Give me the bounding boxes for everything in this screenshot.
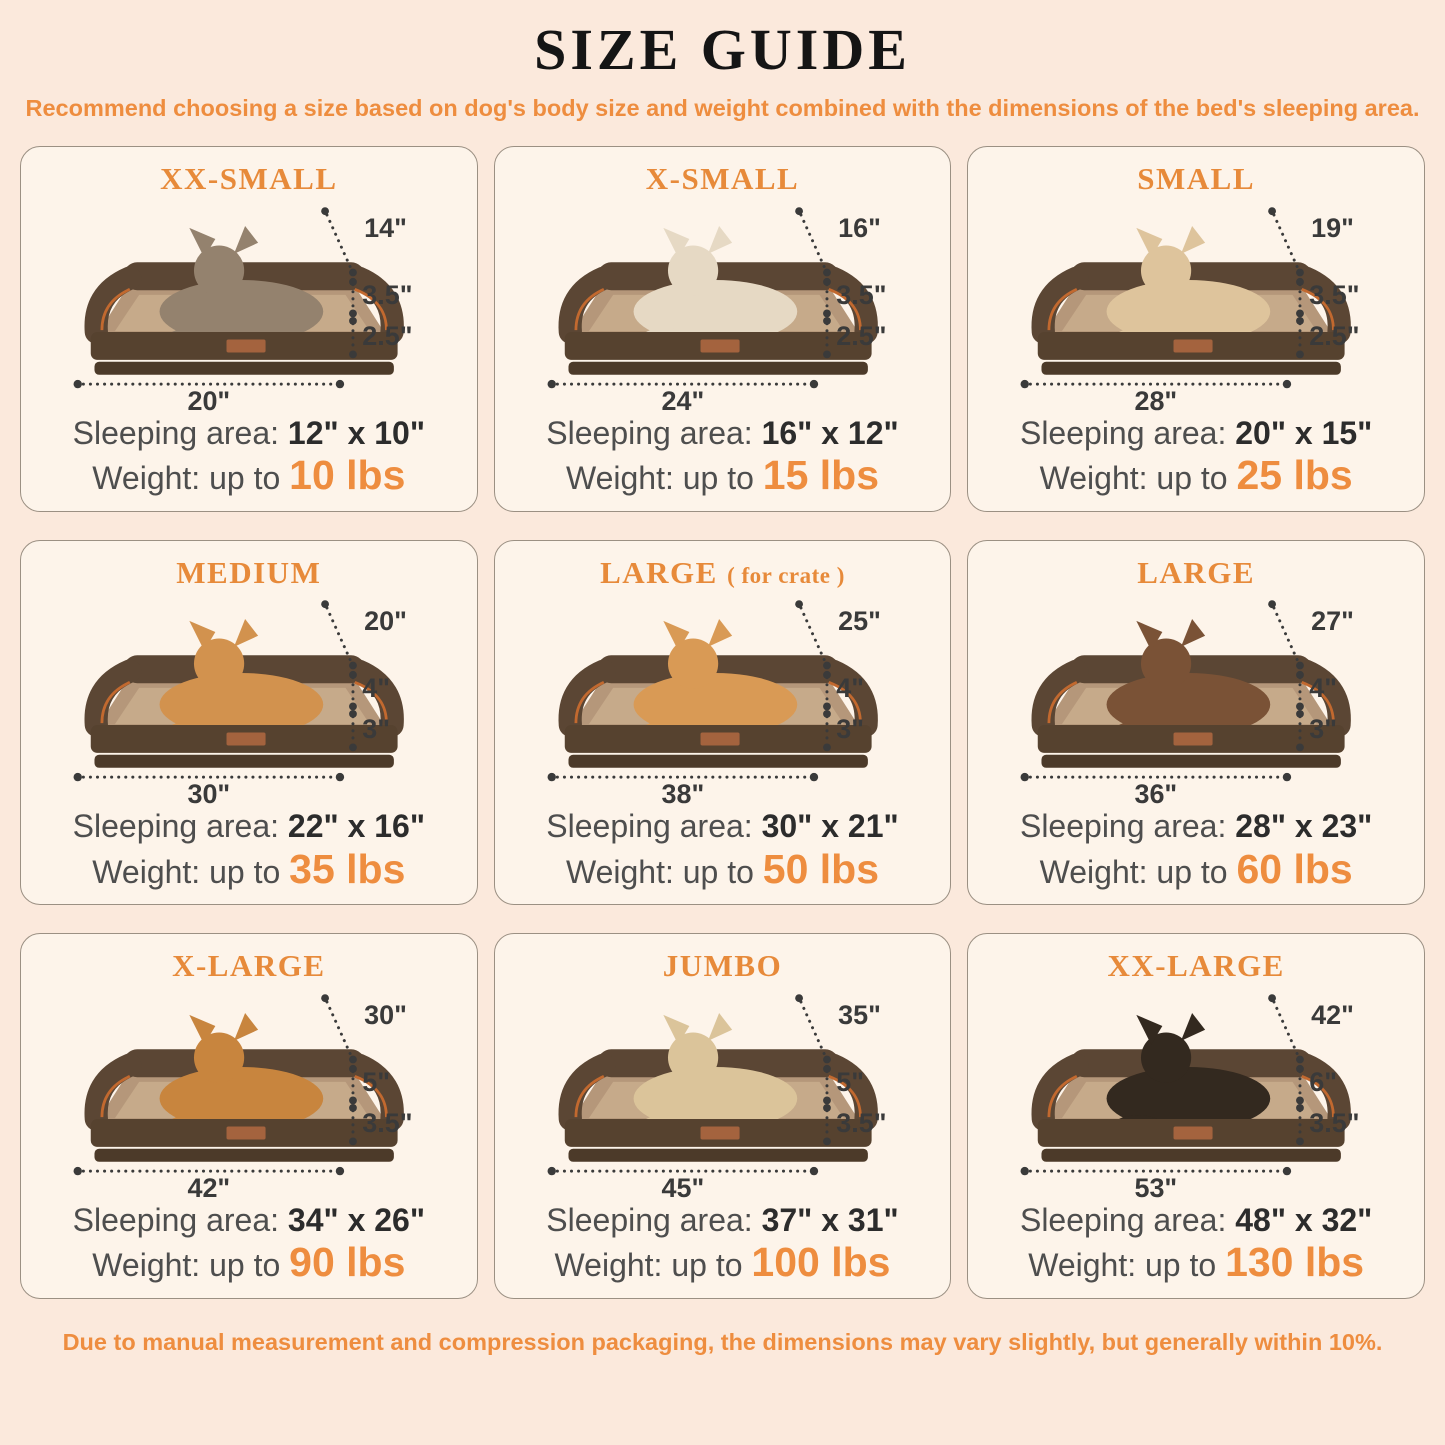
sleeping-area-label: Sleeping area: xyxy=(546,808,753,845)
dimension-width-label: 36" xyxy=(1134,779,1178,806)
bed-illustration xyxy=(503,200,943,412)
size-grid xyxy=(20,146,1425,1299)
sleeping-area-value: 20" x 15" xyxy=(1235,414,1373,451)
size-name-suffix: ( for crate ) xyxy=(727,562,845,588)
sleeping-area-value: 22" x 16" xyxy=(287,808,426,845)
dimension-bolster-label: 4" xyxy=(835,673,864,704)
sleeping-area-line xyxy=(976,1201,1416,1239)
dimension-width-label: 45" xyxy=(661,1173,704,1200)
sleeping-area-label: Sleeping area: xyxy=(72,414,280,451)
dimension-bolster-label: 4" xyxy=(1309,673,1338,704)
sleeping-area-label: Sleeping area: xyxy=(546,1202,753,1239)
dimension-depth-label: 27" xyxy=(1311,606,1355,637)
weight-label: Weight: up to xyxy=(1039,853,1228,890)
size-name-text: X-LARGE xyxy=(172,948,326,984)
size-title xyxy=(503,950,943,983)
weight-value: 100 lbs xyxy=(751,1239,891,1286)
sleeping-area-line xyxy=(29,1201,469,1239)
weight-label: Weight: up to xyxy=(565,459,754,496)
dimension-depth-label: 14" xyxy=(364,212,407,243)
bed-illustration xyxy=(976,593,1416,805)
dimension-width-label: 53" xyxy=(1134,1173,1178,1200)
page-title: SIZE GUIDE xyxy=(534,17,911,82)
dimension-bolster-label: 5" xyxy=(835,1067,864,1098)
weight-label: Weight: up to xyxy=(1039,459,1228,496)
dimension-width-label: 42" xyxy=(187,1173,231,1200)
weight-line xyxy=(503,451,943,498)
size-card xyxy=(494,146,952,512)
dimension-depth-label: 19" xyxy=(1311,212,1355,243)
sleeping-area-line xyxy=(976,807,1416,845)
sleeping-area-value: 16" x 12" xyxy=(761,414,899,451)
size-name-text: MEDIUM xyxy=(176,554,322,590)
sleeping-area-line xyxy=(29,807,469,845)
sleeping-area-label: Sleeping area: xyxy=(1019,1202,1227,1239)
size-title xyxy=(503,554,943,590)
dimension-width-label: 20" xyxy=(187,385,231,412)
sleeping-area-line xyxy=(503,414,943,452)
weight-line xyxy=(976,1239,1416,1286)
sleeping-area-value: 12" x 10" xyxy=(287,414,426,451)
size-card xyxy=(967,146,1425,512)
size-card xyxy=(20,540,478,906)
sleeping-area-label: Sleeping area: xyxy=(72,1202,280,1239)
size-title xyxy=(29,950,469,983)
size-title xyxy=(976,950,1416,983)
dimension-depth-label: 42" xyxy=(1311,1000,1355,1031)
sleeping-area-label: Sleeping area: xyxy=(1019,808,1227,845)
sleeping-area-label: Sleeping area: xyxy=(546,414,753,451)
size-name-text: SMALL xyxy=(1137,161,1256,196)
size-name-text: XX-LARGE xyxy=(1107,948,1285,984)
size-name-text: LARGE xyxy=(1137,554,1256,590)
bed-illustration xyxy=(976,200,1416,412)
size-name-text: X-SMALL xyxy=(645,161,800,196)
dimension-base-label: 2.5" xyxy=(1309,320,1360,351)
dimension-depth-label: 20" xyxy=(364,606,407,637)
bed-illustration xyxy=(29,987,469,1199)
sleeping-area-line xyxy=(503,1201,943,1239)
weight-value: 130 lbs xyxy=(1225,1239,1365,1286)
sleeping-area-label: Sleeping area: xyxy=(1019,414,1227,451)
weight-line xyxy=(976,451,1416,498)
dimension-base-label: 2.5" xyxy=(362,320,413,351)
sleeping-area-value: 34" x 26" xyxy=(287,1202,426,1239)
weight-label: Weight: up to xyxy=(92,853,281,890)
size-card xyxy=(20,146,478,512)
dimension-depth-label: 25" xyxy=(837,606,881,637)
weight-line xyxy=(29,451,469,498)
dimension-depth-label: 16" xyxy=(837,212,881,243)
dimension-base-label: 3" xyxy=(362,714,391,745)
dimension-bolster-label: 5" xyxy=(362,1067,391,1098)
weight-label: Weight: up to xyxy=(554,1247,743,1284)
size-card xyxy=(967,540,1425,906)
weight-value: 35 lbs xyxy=(289,845,406,892)
size-card xyxy=(967,933,1425,1299)
dimension-depth-label: 35" xyxy=(837,1000,881,1031)
weight-value: 50 lbs xyxy=(762,845,880,892)
size-title xyxy=(503,163,943,196)
sleeping-area-label: Sleeping area: xyxy=(72,808,280,845)
sleeping-area-line xyxy=(976,414,1416,452)
page-subtitle: Recommend choosing a size based on dog's body size and weight combined with the dimensions of the bed's sleeping area. xyxy=(25,95,1420,121)
size-title xyxy=(976,163,1416,196)
dimension-bolster-label: 3.5" xyxy=(362,279,413,310)
sleeping-area-value: 48" x 32" xyxy=(1235,1202,1373,1239)
sleeping-area-line xyxy=(503,807,943,845)
size-card xyxy=(494,933,952,1299)
size-card xyxy=(20,933,478,1299)
dimension-base-label: 3.5" xyxy=(1309,1108,1360,1139)
dimension-base-label: 3.5" xyxy=(362,1108,413,1139)
dimension-bolster-label: 6" xyxy=(1309,1067,1338,1098)
dimension-bolster-label: 4" xyxy=(362,673,391,704)
weight-value: 15 lbs xyxy=(762,451,880,498)
bed-illustration xyxy=(29,200,469,412)
dimension-base-label: 2.5" xyxy=(835,320,887,351)
bed-illustration xyxy=(503,593,943,805)
weight-value: 25 lbs xyxy=(1236,451,1353,498)
dimension-width-label: 30" xyxy=(187,779,231,806)
weight-label: Weight: up to xyxy=(565,853,754,890)
sleeping-area-value: 30" x 21" xyxy=(761,808,899,845)
size-name-text: LARGE xyxy=(600,554,718,590)
dimension-width-label: 28" xyxy=(1134,385,1178,412)
weight-line xyxy=(503,1239,943,1286)
weight-line xyxy=(29,845,469,892)
dimension-bolster-label: 3.5" xyxy=(835,279,887,310)
bed-illustration xyxy=(976,987,1416,1199)
sleeping-area-value: 37" x 31" xyxy=(761,1202,899,1239)
weight-line xyxy=(29,1239,469,1286)
sleeping-area-value: 28" x 23" xyxy=(1235,808,1373,845)
dimension-width-label: 38" xyxy=(661,779,704,806)
weight-value: 90 lbs xyxy=(289,1239,406,1286)
size-title xyxy=(976,554,1416,590)
weight-label: Weight: up to xyxy=(92,1247,281,1284)
dimension-width-label: 24" xyxy=(661,385,704,412)
size-title xyxy=(29,163,469,196)
weight-line xyxy=(976,845,1416,892)
footnote: Due to manual measurement and compression packaging, the dimensions may vary slightly, but generally within 10%. xyxy=(62,1329,1383,1356)
size-card xyxy=(494,540,952,906)
dimension-base-label: 3" xyxy=(1309,714,1338,745)
weight-value: 60 lbs xyxy=(1236,845,1353,892)
weight-label: Weight: up to xyxy=(92,459,281,496)
dimension-bolster-label: 3.5" xyxy=(1309,279,1360,310)
bed-illustration xyxy=(503,987,943,1199)
size-name-text: XX-SMALL xyxy=(160,161,338,196)
dimension-base-label: 3" xyxy=(835,714,864,745)
sleeping-area-line xyxy=(29,414,469,452)
size-title xyxy=(29,554,469,590)
bed-illustration xyxy=(29,593,469,805)
weight-line xyxy=(503,845,943,892)
dimension-base-label: 3.5" xyxy=(835,1108,887,1139)
weight-value: 10 lbs xyxy=(289,451,406,498)
dimension-depth-label: 30" xyxy=(364,1000,407,1031)
weight-label: Weight: up to xyxy=(1028,1247,1217,1284)
size-name-text: JUMBO xyxy=(662,948,783,984)
